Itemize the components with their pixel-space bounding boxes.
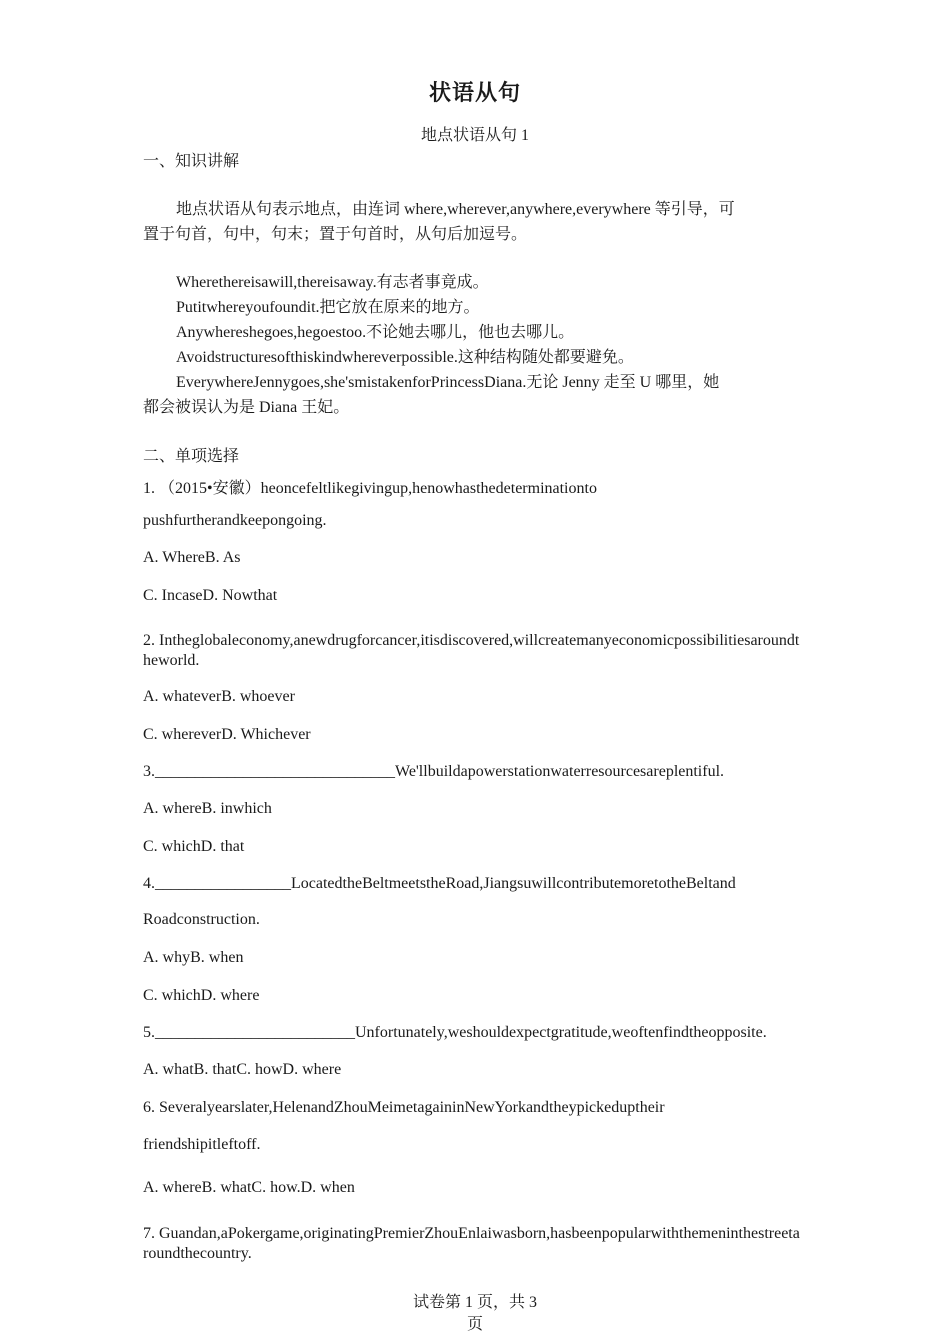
question-1-options-cd: C. IncaseD. Nowthat xyxy=(143,587,278,604)
example-4: Avoidstructuresofthiskindwhereverpossible.这种结构随处都要避免。 xyxy=(176,349,634,366)
question-3-options-ab: A. whereB. inwhich xyxy=(143,800,272,817)
question-1-line-1: 1. （2015•安徽）heoncefeltlikegivingup,henowhasthedeterminationto xyxy=(143,480,597,497)
question-7-text: 7. Guandan,aPokergame,originatingPremierZhouEnlaiwasborn,hasbeenpopularwiththemeninthestreetaroundthecountry. xyxy=(143,1225,800,1262)
page-footer xyxy=(0,1292,950,1336)
intro-line-1: 地点状语从句表示地点，由连词 where,wherever,anywhere,everywhere 等引导，可 xyxy=(176,201,735,218)
section1-heading: 一、知识讲解 xyxy=(143,153,240,170)
question-1-options-ab: A. WhereB. As xyxy=(143,549,241,566)
question-2-options-cd: C. whereverD. Whichever xyxy=(143,726,311,743)
question-3-text: 3.______________________________We'llbuildapowerstationwaterresourcesareplentiful. xyxy=(143,763,725,780)
example-2: Putitwhereyoufoundit.把它放在原来的地方。 xyxy=(176,299,480,316)
question-3-options-cd: C. whichD. that xyxy=(143,838,245,855)
question-6-line-1: 6. Severalyearslater,HelenandZhouMeimetagaininNewYorkandtheypickeduptheir xyxy=(143,1099,665,1116)
example-1: Wherethereisawill,thereisaway.有志者事竟成。 xyxy=(176,274,489,291)
question-4-line-2: Roadconstruction. xyxy=(143,911,260,928)
question-4-options-ab: A. whyB. when xyxy=(143,949,244,966)
footer-line-2: 页 xyxy=(466,1316,483,1333)
question-4-line-1: 4._________________LocatedtheBeltmeetstheRoad,JiangsuwillcontributemoretotheBeltand xyxy=(143,875,736,892)
question-2-text: 2. Intheglobaleconomy,anewdrugforcancer,itisdiscovered,willcreatemanyeconomicpossibilitiesaroundtheworld. xyxy=(143,632,800,669)
question-6-line-2: friendshipitleftoff. xyxy=(143,1136,261,1153)
example-5: EverywhereJennygoes,she'smistakenforPrincessDiana.无论 Jenny 走至 U 哪里，她 xyxy=(176,374,720,391)
question-5-options: A. whatB. thatC. howD. where xyxy=(143,1061,342,1078)
question-5-text: 5._________________________Unfortunately,weshouldexpectgratitude,weoftenfindtheopposite. xyxy=(143,1024,767,1041)
question-1-line-2: pushfurtherandkeepongoing. xyxy=(143,512,327,529)
example-5-continuation: 都会被误认为是 Diana 王妃。 xyxy=(143,399,350,416)
page-title: 状语从句 xyxy=(428,81,521,106)
section2-heading: 二、单项选择 xyxy=(143,448,240,465)
question-6-options: A. whereB. whatC. how.D. when xyxy=(143,1179,355,1196)
example-3: Anywhereshegoes,hegoestoo.不论她去哪儿，他也去哪儿。 xyxy=(176,324,575,341)
intro-line-2: 置于句首，句中，句末；置于句首时，从句后加逗号。 xyxy=(143,226,528,243)
question-4-options-cd: C. whichD. where xyxy=(143,987,260,1004)
question-2-options-ab: A. whateverB. whoever xyxy=(143,688,295,705)
page-subtitle: 地点状语从句 1 xyxy=(420,127,529,144)
footer-line-1: 试卷第 1 页，共 3 xyxy=(412,1294,537,1311)
